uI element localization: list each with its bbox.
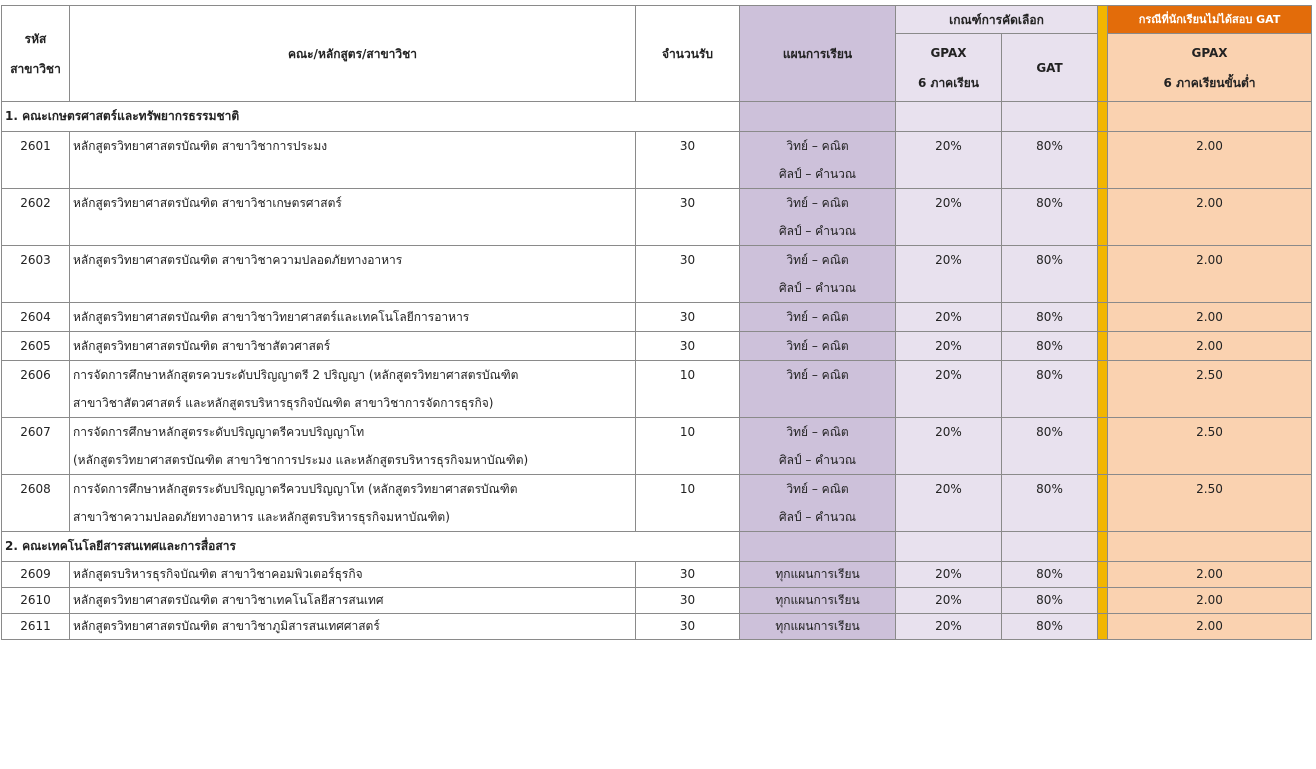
divider-cell <box>1098 132 1108 189</box>
min-gpax-cell: 2.00 <box>1108 332 1312 361</box>
code-cell: 2608 <box>2 475 70 532</box>
divider-cell <box>1098 189 1108 246</box>
section-title: 2. คณะเทคโนโลยีสารสนเทศและการสื่อสาร <box>2 532 740 562</box>
plan-cell <box>740 475 896 532</box>
plan-line: ศิลป์ – คำนวณ <box>778 510 857 524</box>
gat-header: GAT <box>1002 34 1098 102</box>
min-gpax-cell: 2.50 <box>1108 418 1312 475</box>
table-row <box>2 418 1312 475</box>
divider-cell <box>1098 418 1108 475</box>
table-row <box>2 614 1312 640</box>
gpax-cell: 20% <box>896 614 1002 640</box>
divider-cell <box>1098 361 1108 418</box>
quota-cell: 30 <box>636 614 740 640</box>
min-gpax-cell: 2.00 <box>1108 614 1312 640</box>
code-cell: 2611 <box>2 614 70 640</box>
section-gpax-cell <box>896 532 1002 562</box>
plan-cell <box>740 588 896 614</box>
gpax-cell: 20% <box>896 475 1002 532</box>
quota-cell: 30 <box>636 246 740 303</box>
table-row <box>2 132 1312 189</box>
table-row <box>2 588 1312 614</box>
table-header <box>2 6 1312 102</box>
min-gpax-cell: 2.50 <box>1108 361 1312 418</box>
program-line: การจัดการศึกษาหลักสูตรระดับปริญญาตรีควบปริญญาโท <box>73 425 365 439</box>
program-line: หลักสูตรวิทยาศาสตรบัณฑิต สาขาวิชาการประมง <box>73 139 328 153</box>
min-gpax-cell: 2.00 <box>1108 246 1312 303</box>
gat-cell: 80% <box>1002 303 1098 332</box>
section-row <box>2 532 1312 562</box>
plan-line: วิทย์ – คณิต <box>786 139 849 153</box>
gpax-cell: 20% <box>896 132 1002 189</box>
quota-cell: 30 <box>636 303 740 332</box>
min-gpax-cell: 2.50 <box>1108 475 1312 532</box>
table-row <box>2 246 1312 303</box>
table-row <box>2 562 1312 588</box>
plan-cell <box>740 332 896 361</box>
gat-cell: 80% <box>1002 132 1098 189</box>
code-cell: 2610 <box>2 588 70 614</box>
quota-cell: 30 <box>636 189 740 246</box>
program-cell <box>70 418 636 475</box>
gat-cell: 80% <box>1002 588 1098 614</box>
program-cell <box>70 588 636 614</box>
program-line: หลักสูตรวิทยาศาสตรบัณฑิต สาขาวิชาเทคโนโลยีสารสนเทศ <box>73 593 384 607</box>
table-row <box>2 189 1312 246</box>
section-title: 1. คณะเกษตรศาสตร์และทรัพยากรธรรมชาติ <box>2 102 740 132</box>
plan-line: วิทย์ – คณิต <box>786 482 849 496</box>
divider-cell <box>1098 614 1108 640</box>
plan-line: ทุกแผนการเรียน <box>775 619 860 633</box>
gpax-cell: 20% <box>896 189 1002 246</box>
quota-cell: 30 <box>636 132 740 189</box>
table-row <box>2 475 1312 532</box>
plan-line: ทุกแผนการเรียน <box>775 593 860 607</box>
section-gat-cell <box>1002 102 1098 132</box>
program-cell <box>70 303 636 332</box>
min-gpax-cell: 2.00 <box>1108 588 1312 614</box>
program-line: หลักสูตรวิทยาศาสตรบัณฑิต สาขาวิชาภูมิสารสนเทศศาสตร์ <box>73 619 380 633</box>
plan-cell <box>740 189 896 246</box>
plan-cell <box>740 132 896 189</box>
program-cell <box>70 614 636 640</box>
min-gpax-cell: 2.00 <box>1108 303 1312 332</box>
program-line: สาขาวิชาความปลอดภัยทางอาหาร และหลักสูตรบริหารธุรกิจมหาบัณฑิต) <box>73 510 450 524</box>
code-cell: 2602 <box>2 189 70 246</box>
code-cell: 2604 <box>2 303 70 332</box>
plan-line: ศิลป์ – คำนวณ <box>778 167 857 181</box>
gat-cell: 80% <box>1002 614 1098 640</box>
program-line: สาขาวิชาสัตวศาสตร์ และหลักสูตรบริหารธุรกิจบัณฑิต สาขาวิชาการจัดการธุรกิจ) <box>73 396 494 410</box>
divider-cell <box>1098 562 1108 588</box>
program-line: (หลักสูตรวิทยาศาสตรบัณฑิต สาขาวิชาการประมง และหลักสูตรบริหารธุรกิจมหาบัณฑิต) <box>73 453 529 467</box>
section-plan-cell <box>740 102 896 132</box>
program-line: การจัดการศึกษาหลักสูตรควบระดับปริญญาตรี 2 ปริญญา (หลักสูตรวิทยาศาสตรบัณฑิต <box>73 368 519 382</box>
program-cell <box>70 246 636 303</box>
divider-column <box>1098 6 1108 102</box>
gpax-cell: 20% <box>896 303 1002 332</box>
plan-line: ศิลป์ – คำนวณ <box>778 453 857 467</box>
quota-cell: 30 <box>636 332 740 361</box>
program-cell <box>70 132 636 189</box>
plan-line: ทุกแผนการเรียน <box>775 567 860 581</box>
table-row <box>2 361 1312 418</box>
section-gpax-cell <box>896 102 1002 132</box>
plan-line: วิทย์ – คณิต <box>786 368 849 382</box>
min-gpax-header: GPAX 6 ภาคเรียนขั้นต่ำ <box>1108 34 1312 102</box>
plan-line: ศิลป์ – คำนวณ <box>778 224 857 238</box>
code-cell: 2606 <box>2 361 70 418</box>
quota-cell: 10 <box>636 361 740 418</box>
section-min-gpax-cell <box>1108 532 1312 562</box>
gat-cell: 80% <box>1002 562 1098 588</box>
divider-cell <box>1098 588 1108 614</box>
code-cell: 2605 <box>2 332 70 361</box>
section-min-gpax-cell <box>1108 102 1312 132</box>
gpax-cell: 20% <box>896 332 1002 361</box>
program-line: หลักสูตรวิทยาศาสตรบัณฑิต สาขาวิชาสัตวศาสตร์ <box>73 339 331 353</box>
program-cell <box>70 475 636 532</box>
plan-line: วิทย์ – คณิต <box>786 253 849 267</box>
quota-cell: 30 <box>636 588 740 614</box>
section-gat-cell <box>1002 532 1098 562</box>
divider-cell <box>1098 246 1108 303</box>
min-gpax-cell: 2.00 <box>1108 132 1312 189</box>
table-body <box>2 102 1312 640</box>
criteria-header: เกณฑ์การคัดเลือก <box>896 6 1098 34</box>
quota-cell: 30 <box>636 562 740 588</box>
program-line: หลักสูตรวิทยาศาสตรบัณฑิต สาขาวิชาเกษตรศาสตร์ <box>73 196 342 210</box>
divider-cell <box>1098 532 1108 562</box>
gpax-header: GPAX 6 ภาคเรียน <box>896 34 1002 102</box>
gpax-cell: 20% <box>896 562 1002 588</box>
gat-cell: 80% <box>1002 475 1098 532</box>
plan-line: ศิลป์ – คำนวณ <box>778 281 857 295</box>
plan-cell <box>740 361 896 418</box>
code-cell: 2609 <box>2 562 70 588</box>
section-row <box>2 102 1312 132</box>
gpax-cell: 20% <box>896 588 1002 614</box>
no-gat-header: กรณีที่นักเรียนไม่ได้สอบ GAT <box>1108 6 1312 34</box>
plan-cell <box>740 562 896 588</box>
code-cell: 2603 <box>2 246 70 303</box>
gat-cell: 80% <box>1002 361 1098 418</box>
plan-line: วิทย์ – คณิต <box>786 196 849 210</box>
plan-header: แผนการเรียน <box>740 6 896 102</box>
program-line: หลักสูตรวิทยาศาสตรบัณฑิต สาขาวิชาวิทยาศาสตร์และเทคโนโลยีการอาหาร <box>73 310 470 324</box>
gat-cell: 80% <box>1002 246 1098 303</box>
plan-cell <box>740 303 896 332</box>
divider-cell <box>1098 102 1108 132</box>
plan-line: วิทย์ – คณิต <box>786 425 849 439</box>
gat-cell: 80% <box>1002 332 1098 361</box>
program-line: หลักสูตรวิทยาศาสตรบัณฑิต สาขาวิชาความปลอดภัยทางอาหาร <box>73 253 403 267</box>
program-cell <box>70 361 636 418</box>
quota-cell: 10 <box>636 475 740 532</box>
gpax-cell: 20% <box>896 361 1002 418</box>
table-row <box>2 303 1312 332</box>
admission-table <box>1 5 1312 640</box>
plan-cell <box>740 246 896 303</box>
code-header: รหัส สาขาวิชา <box>2 6 70 102</box>
plan-cell <box>740 614 896 640</box>
min-gpax-cell: 2.00 <box>1108 562 1312 588</box>
program-cell <box>70 562 636 588</box>
section-plan-cell <box>740 532 896 562</box>
code-cell: 2601 <box>2 132 70 189</box>
gat-cell: 80% <box>1002 189 1098 246</box>
plan-line: วิทย์ – คณิต <box>786 339 849 353</box>
plan-cell <box>740 418 896 475</box>
divider-cell <box>1098 332 1108 361</box>
gpax-cell: 20% <box>896 418 1002 475</box>
program-cell <box>70 332 636 361</box>
min-gpax-cell: 2.00 <box>1108 189 1312 246</box>
program-header: คณะ/หลักสูตร/สาขาวิชา <box>70 6 636 102</box>
gpax-cell: 20% <box>896 246 1002 303</box>
program-line: การจัดการศึกษาหลักสูตรระดับปริญญาตรีควบปริญญาโท (หลักสูตรวิทยาศาสตรบัณฑิต <box>73 482 518 496</box>
divider-cell <box>1098 475 1108 532</box>
program-line: หลักสูตรบริหารธุรกิจบัณฑิต สาขาวิชาคอมพิวเตอร์ธุรกิจ <box>73 567 363 581</box>
program-cell <box>70 189 636 246</box>
code-cell: 2607 <box>2 418 70 475</box>
table-row <box>2 332 1312 361</box>
divider-cell <box>1098 303 1108 332</box>
gat-cell: 80% <box>1002 418 1098 475</box>
quota-cell: 10 <box>636 418 740 475</box>
quota-header: จำนวนรับ <box>636 6 740 102</box>
plan-line: วิทย์ – คณิต <box>786 310 849 324</box>
